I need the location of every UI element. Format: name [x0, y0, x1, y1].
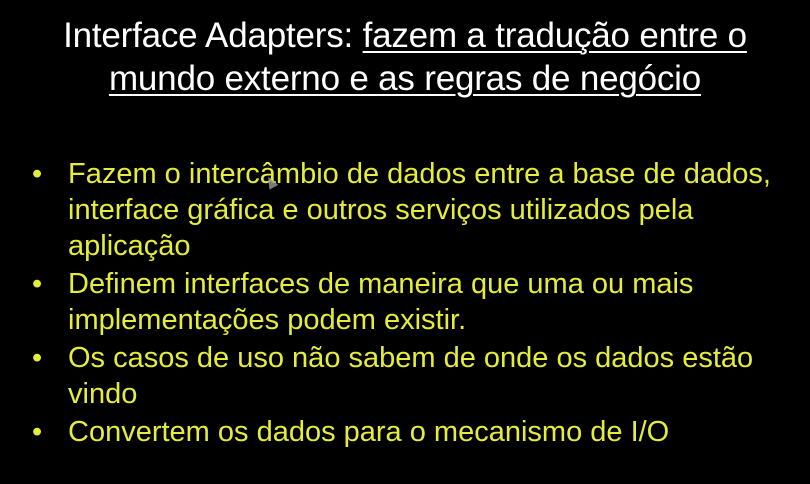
bullet-text: Convertem os dados para o mecanismo de I/O: [68, 416, 670, 448]
bullet-item: [30, 340, 805, 412]
bullet-marker: •: [32, 268, 43, 300]
slide-title: [0, 14, 810, 100]
title-plain: Interface Adapters:: [63, 16, 363, 55]
title-underlined-line1: fazem a tradução entre o: [362, 16, 747, 55]
bullet-item: [30, 266, 805, 338]
bullet-text: Fazem o intercâmbio de dados entre a base de dados, interface gráfica e outros serviços utilizados pela aplicação: [68, 158, 771, 262]
bullet-item: [30, 414, 805, 450]
bullet-marker: •: [32, 342, 43, 374]
bullet-marker: •: [32, 416, 43, 448]
bullet-marker: •: [32, 158, 43, 190]
bullet-text: Definem interfaces de maneira que uma ou mais implementações podem existir.: [68, 268, 694, 336]
bullet-list: [30, 156, 805, 452]
title-underlined-line2: mundo externo e as regras de negócio: [108, 59, 702, 98]
bullet-item: [30, 156, 805, 264]
bullet-text: Os casos de uso não sabem de onde os dados estão vindo: [68, 342, 754, 410]
